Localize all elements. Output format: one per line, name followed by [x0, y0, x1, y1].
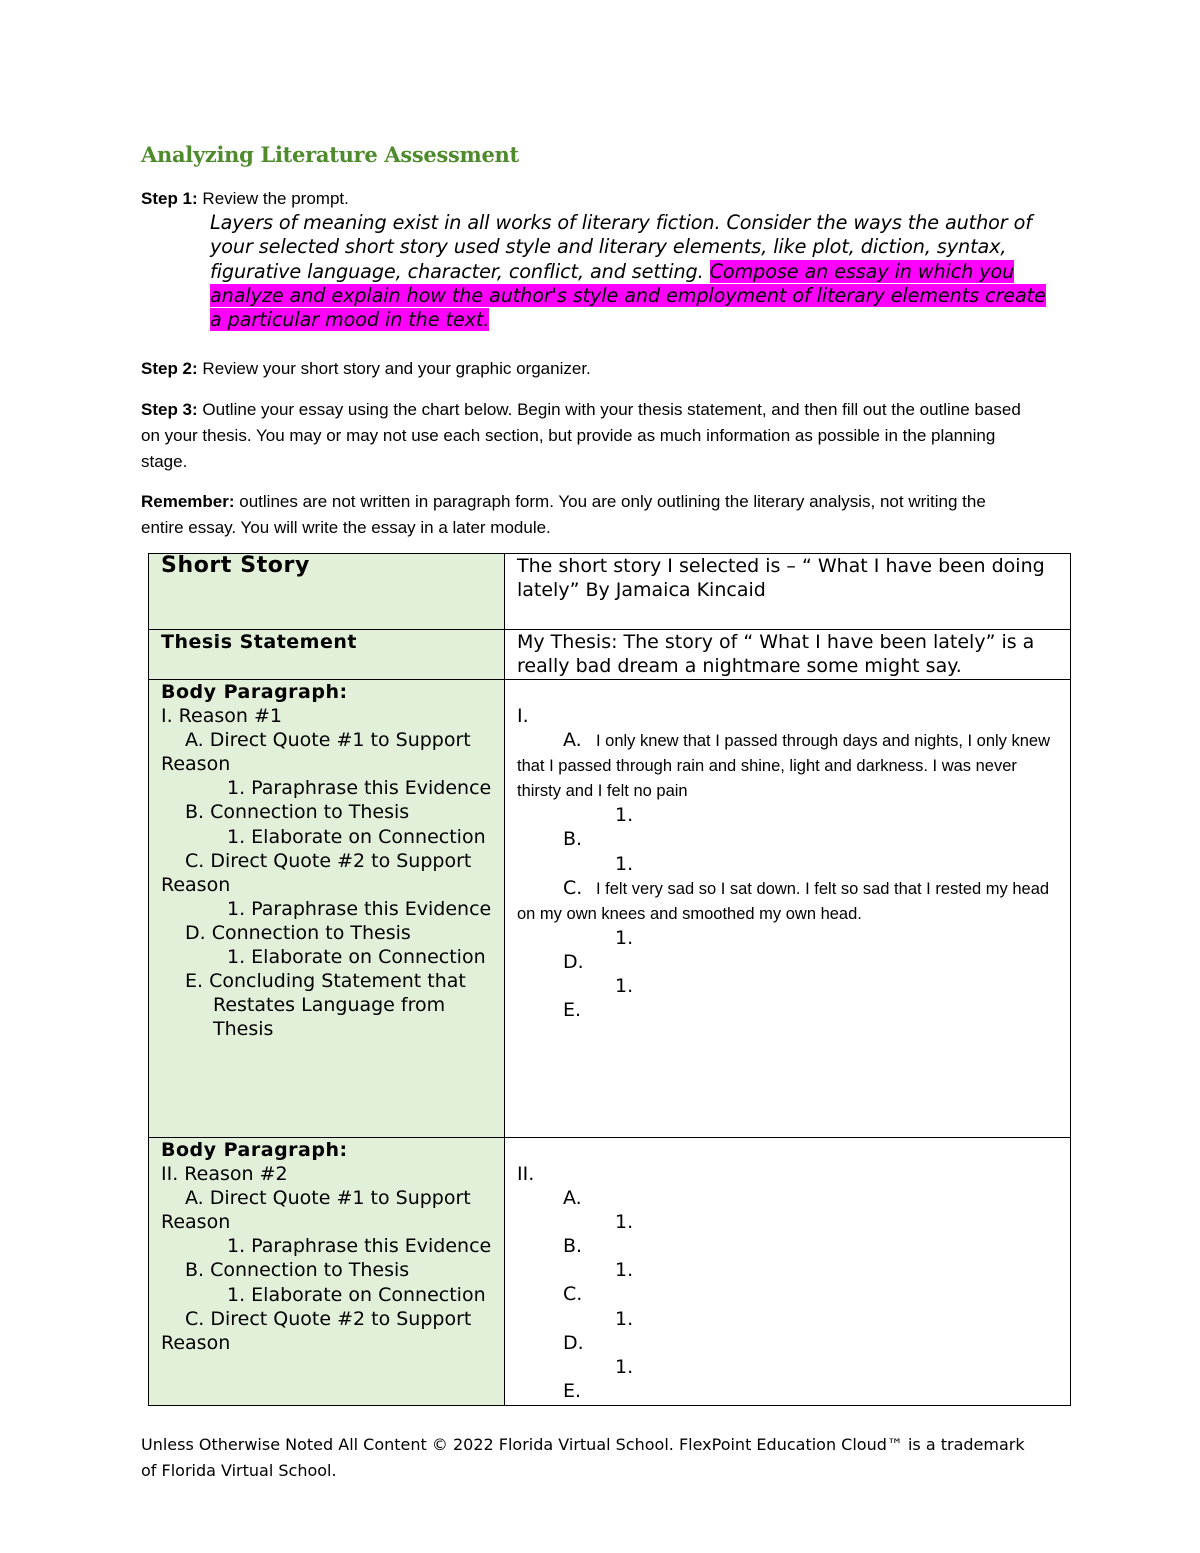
- body-2-b1: 1. Elaborate on Connection: [227, 1283, 486, 1306]
- outline-table: [148, 553, 1071, 1406]
- body-2-resp-c1: 1.: [615, 1307, 634, 1330]
- body-2-b: B. Connection to Thesis: [185, 1259, 410, 1282]
- body-2-response-cell[interactable]: [505, 1138, 1071, 1406]
- thesis-value-cell[interactable]: [505, 630, 1071, 680]
- body-1-resp-d: D.: [563, 950, 584, 973]
- remember-text: outlines are not written in paragraph form. You are only outlining the literary analysis, not writing the entire essay. You will write the essay in a later module.: [141, 492, 986, 537]
- step-3-text: Outline your essay using the chart below. Begin with your thesis statement, and then fill out the outline based on your thesis. You may or may not use each section, but provide as much information as possible in the planning stage.: [141, 400, 1021, 471]
- body-2-resp-e: E.: [563, 1379, 582, 1402]
- step-3-label: Step 3:: [141, 400, 198, 419]
- body-2-resp-numeral: II.: [517, 1163, 535, 1185]
- body-2-header: Body Paragraph:: [161, 1139, 348, 1161]
- short-story-label-cell: [149, 554, 505, 630]
- body-1-response-cell[interactable]: [505, 680, 1071, 1138]
- body-1-resp-c-label: C.: [563, 876, 583, 899]
- table-row-thesis: [149, 630, 1071, 680]
- short-story-value-cell[interactable]: [505, 554, 1071, 630]
- short-story-label: Short Story: [161, 553, 310, 578]
- remember-note: [141, 489, 1021, 541]
- body-1-reason: I. Reason #1: [161, 705, 282, 728]
- body-2-resp-c: C.: [563, 1283, 583, 1306]
- body-1-d1: 1. Elaborate on Connection: [227, 946, 486, 969]
- copyright-footer: Unless Otherwise Noted All Content © 2022 Florida Virtual School. FlexPoint Education Cloud™ is a trademark of Florida Virtual School.: [141, 1435, 1025, 1480]
- body-1-a1: 1. Paraphrase this Evidence: [227, 777, 492, 800]
- body-2-resp-b1: 1.: [615, 1259, 634, 1282]
- body-1-resp-c: [517, 876, 1064, 926]
- table-row-short-story: [149, 554, 1071, 630]
- essay-prompt: [210, 211, 1060, 332]
- step-2-label: Step 2:: [141, 359, 198, 378]
- step-1-text: Review the prompt.: [197, 189, 349, 208]
- body-1-resp-c1: 1.: [615, 926, 634, 949]
- body-1-header: Body Paragraph:: [161, 681, 348, 703]
- prompt-plain: Layers of meaning exist in all works of literary fiction. Consider the ways the author of your selected short story used style and literary elements, like plot, diction, syntax, figurative language, character, conflict, and setting.: [210, 211, 1032, 283]
- table-row-body-2: [149, 1138, 1071, 1406]
- body-1-guide-cell: [149, 680, 505, 1138]
- body-2-resp-d: D.: [563, 1331, 584, 1354]
- body-2-resp-d1: 1.: [615, 1355, 634, 1378]
- body-1-resp-a-label: A.: [563, 729, 582, 752]
- body-1-b1: 1. Elaborate on Connection: [227, 825, 486, 848]
- body-2-resp-a1: 1.: [615, 1211, 634, 1234]
- step-2-text: Review your short story and your graphic organizer.: [197, 359, 591, 378]
- body-1-c: C. Direct Quote #2 to Support Reason: [161, 849, 472, 896]
- step-1: [141, 186, 349, 212]
- body-2-guide-cell: [149, 1138, 505, 1406]
- thesis-label-cell: [149, 630, 505, 680]
- body-1-resp-d1: 1.: [615, 975, 634, 998]
- thesis-value: My Thesis: The story of “ What I have been lately” is a really bad dream a nightmare some might say.: [517, 631, 1035, 678]
- body-1-b: B. Connection to Thesis: [185, 801, 410, 824]
- thesis-label: Thesis Statement: [161, 631, 357, 653]
- body-2-resp-a: A.: [563, 1187, 582, 1210]
- step-3: [141, 397, 1021, 475]
- body-1-resp-numeral: I.: [517, 705, 529, 727]
- body-2-a: A. Direct Quote #1 to Support Reason: [161, 1187, 471, 1234]
- remember-label: Remember:: [141, 492, 235, 511]
- body-1-resp-c-text: I felt very sad so I sat down. I felt so sad that I rested my head on my own knees and smoothed my own head.: [517, 879, 1050, 923]
- step-2: [141, 356, 591, 382]
- body-1-d: D. Connection to Thesis: [185, 921, 411, 944]
- body-1-a: A. Direct Quote #1 to Support Reason: [161, 729, 471, 776]
- body-1-resp-a: [517, 728, 1064, 803]
- short-story-value: The short story I selected is – “ What I have been doing lately” By Jamaica Kincaid: [517, 555, 1045, 602]
- body-1-resp-a-text: I only knew that I passed through days and nights, I only knew that I passed through rain and shine, light and darkness. I was never thirsty and I felt no pain: [517, 732, 1051, 801]
- body-1-e: E. Concluding Statement that Restates Language from Thesis: [185, 970, 466, 1041]
- step-1-label: Step 1:: [141, 189, 198, 208]
- body-1-resp-b1: 1.: [615, 852, 634, 875]
- body-1-resp-b: B.: [563, 828, 583, 851]
- body-2-c: C. Direct Quote #2 to Support Reason: [161, 1307, 472, 1354]
- body-1-c1: 1. Paraphrase this Evidence: [227, 897, 492, 920]
- body-2-a1: 1. Paraphrase this Evidence: [227, 1235, 492, 1258]
- page-title: Analyzing Literature Assessment: [141, 142, 519, 167]
- table-row-body-1: [149, 680, 1071, 1138]
- body-2-reason: II. Reason #2: [161, 1163, 288, 1186]
- body-1-resp-e: E.: [563, 999, 582, 1022]
- body-1-resp-a1: 1.: [615, 804, 634, 827]
- prompt-highlighted: Compose an essay in which you analyze and explain how the author's style and employment of literary elements create a particular mood in the text.: [210, 259, 1046, 332]
- body-2-resp-b: B.: [563, 1235, 583, 1258]
